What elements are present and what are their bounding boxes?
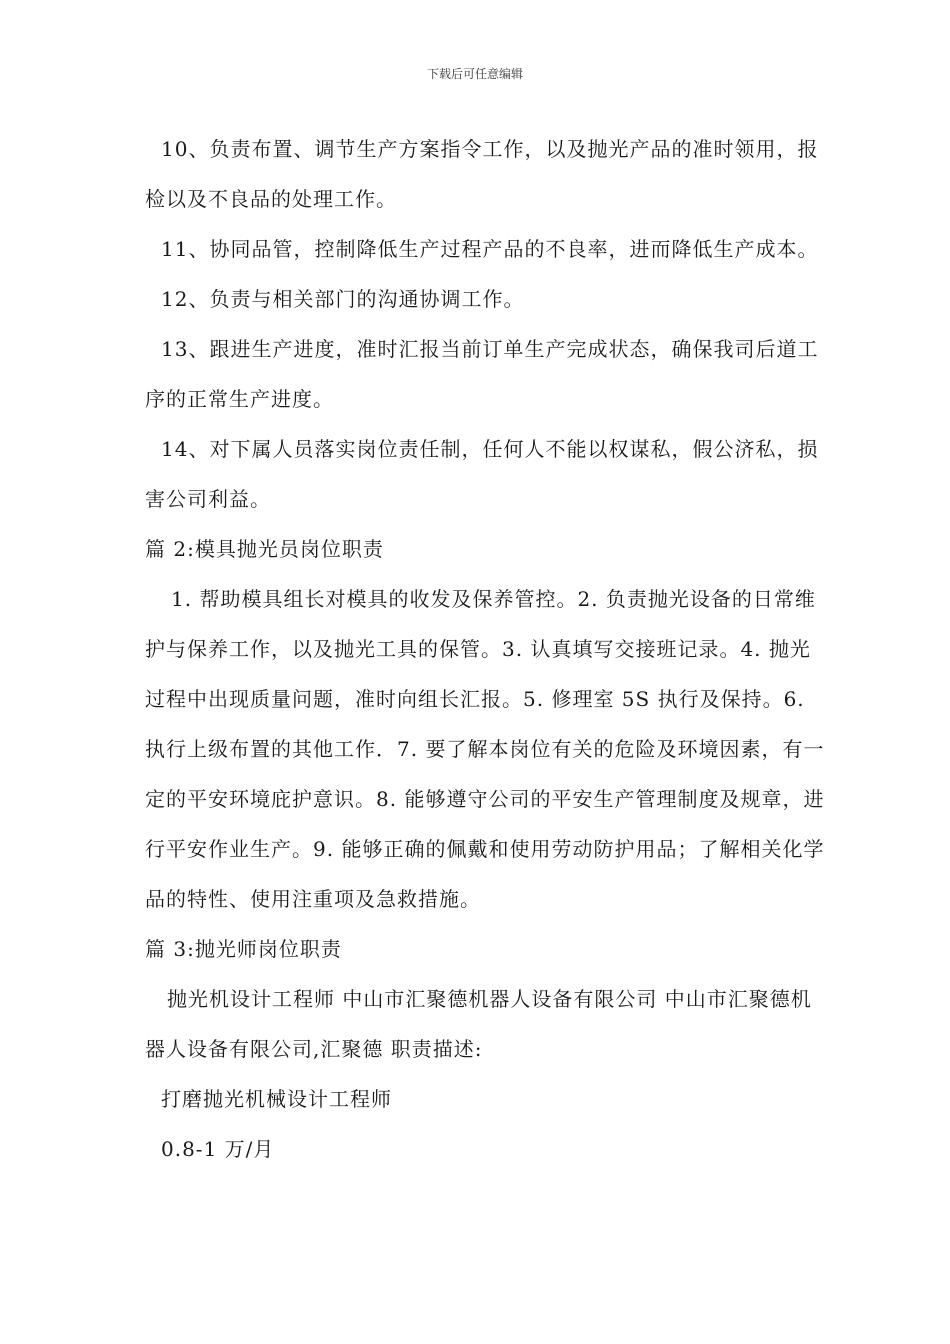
document-body: [145, 124, 825, 1174]
section-2-title: 篇 2:模具抛光员岗位职责: [145, 537, 384, 561]
duty-item-11: 11、协同品管，控制降低生产过程产品的不良率，进而降低生产成本。: [161, 237, 819, 261]
duty-item-13: 13、跟进生产进度，准时汇报当前订单生产完成状态，确保我司后道工序的正常生产进度。: [145, 337, 819, 411]
duty-item-10: 10、负责布置、调节生产方案指令工作，以及抛光产品的准时领用，报检以及不良品的处理工作。: [145, 137, 819, 211]
salary: 0.8-1 万/月: [161, 1137, 275, 1161]
section-3-body: 抛光机设计工程师 中山市汇聚德机器人设备有限公司 中山市汇聚德机器人设备有限公司,汇聚德 职责描述:: [145, 987, 812, 1061]
page-header: 下载后可任意编辑: [426, 67, 523, 81]
job-title: 打磨抛光机械设计工程师: [161, 1087, 392, 1111]
section-3-title: 篇 3:抛光师岗位职责: [145, 937, 342, 961]
duty-item-14: 14、对下属人员落实岗位责任制，任何人不能以权谋私，假公济私，损害公司利益。: [145, 437, 819, 511]
section-2-body: 1. 帮助模具组长对模具的收发及保养管控。2. 负责抛光设备的日常维护与保养工作，以及抛光工具的保管。3. 认真填写交接班记录。4. 抛光过程中出现质量问题，准时向组长汇报。5. 修理室 5S 执行及保持。6. 执行上级布置的其他工作．7. 要了解本岗位有关的危险及环境因素，有一定的平安环境庇护意识。8. 能够遵守公司的平安生产管理制度及规章，进行平安作业生产。9. 能够正确的佩戴和使用劳动防护用品；了解相关化学品的特性、使用注重项及急救措施。: [145, 587, 825, 911]
duty-item-12: 12、负责与相关部门的沟通协调工作。: [161, 287, 525, 311]
